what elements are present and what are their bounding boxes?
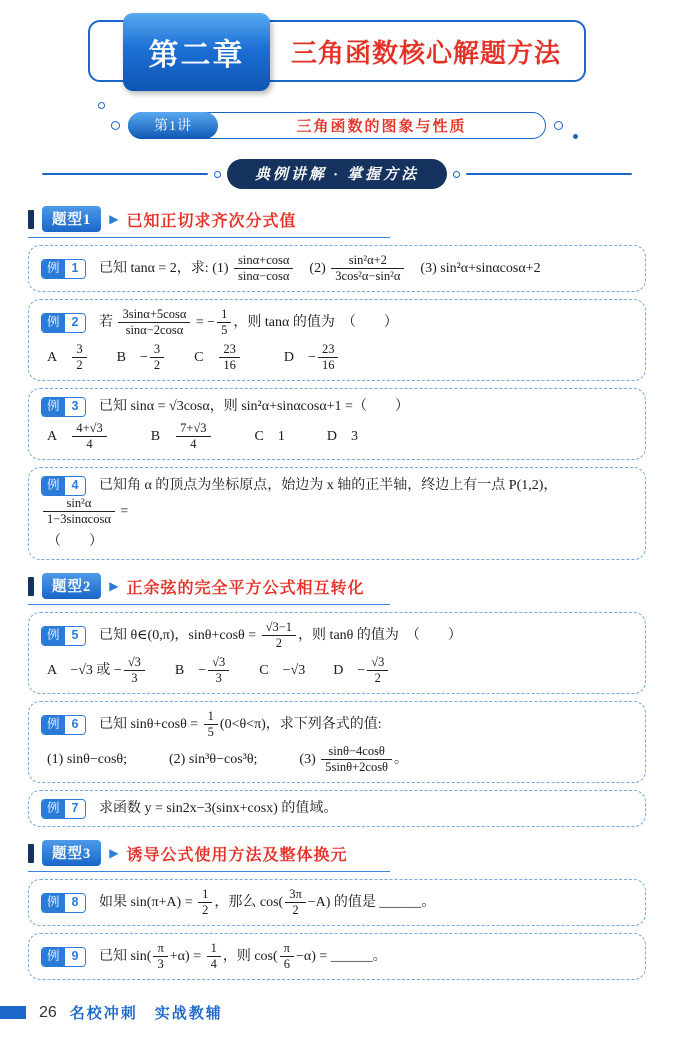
example-3-text: 已知 sinα = √3cosα，则 sin²α+sinαcosα+1 =（ ） (98, 399, 409, 414)
example-badge-number: 7 (65, 800, 86, 818)
fraction: $\frac{\pi}{3}$ (153, 941, 167, 972)
triangle-arrow-icon: ▶ (109, 579, 119, 593)
fraction: $\frac{\pi}{6}$ (280, 941, 294, 972)
section-heading-2 (28, 573, 390, 605)
banner-pill: 典例讲解 · 掌握方法 (227, 159, 447, 189)
section-3-title: 诱导公式使用方法及整体换元 (126, 846, 348, 864)
chapter-header (88, 20, 586, 82)
fraction: $\frac{3}{2}$ (150, 342, 164, 373)
fraction: $\frac{3\pi}{2}$ (285, 887, 306, 918)
banner-line-left (42, 173, 208, 175)
section-bar-icon (28, 210, 34, 229)
example-5-text: 已知 θ∈(0,π)，sinθ+cosθ = $\frac{√3-1}{2}$ ，则 tanθ 的值为 （ ） (98, 620, 462, 650)
chapter-title: 三角函数核心解题方法 (290, 38, 561, 68)
fraction: $\frac{7+√3}{4}$ (176, 421, 210, 452)
example-7 (28, 790, 646, 827)
example-badge-number: 6 (65, 716, 86, 734)
fraction: $\frac{√3}{3}$ (124, 655, 145, 686)
section-2-badge: 题型2 (42, 573, 101, 599)
example-6-line-2 (41, 743, 633, 776)
fraction: $\frac{4+√3}{4}$ (72, 421, 106, 452)
example-badge-word: 例 (42, 948, 65, 966)
example-7-line-1 (41, 797, 633, 820)
example-8-badge (41, 893, 86, 913)
example-5-options-text: A −√3 或 − $\frac{√3}{3}$ B − $\frac{√3}{3}$ C −√3 D − $\frac{√3}{2}$ (47, 663, 390, 678)
example-badge-word: 例 (42, 477, 65, 495)
example-1-text: 已知 tanα = 2，求: (1) $\frac{\sin\alpha+\cos\alpha}{\sin\alpha-\cos\alpha}$ (2) $\frac{\text{sin²α+2}}{\text{3cos²α−sin²α}}$ (3) sin²α+sinαcosα+2 (98, 253, 541, 283)
fraction: $\frac{3}{2}$ (72, 342, 86, 373)
footer-square-icon (0, 1006, 26, 1019)
section-1-badge: 题型1 (42, 206, 101, 232)
example-badge-number: 1 (65, 260, 86, 278)
example-5-options (41, 654, 633, 687)
example-3 (28, 388, 646, 460)
example-badge-number: 5 (65, 627, 86, 645)
example-2-line-1 (41, 306, 633, 339)
example-4-text: 已知角 α 的顶点为坐标原点，始边为 x 轴的正半轴，终边上有一点 P(1,2)， $\frac{\text{sin²α}}{1-3\sin\alpha\cos\alpha}$ = (41, 478, 557, 519)
example-badge-word: 例 (42, 314, 65, 332)
page-number: 26 (39, 1003, 57, 1021)
section-3-badge: 题型3 (42, 840, 101, 866)
example-4 (28, 467, 646, 560)
fraction: $\frac{\text{sin²α+2}}{\text{3cos²α−sin²α}}$ (331, 253, 404, 284)
example-6-subitems-text: (1) sinθ−cosθ; (2) sin³θ−cos³θ; (3) $\frac{\sin\theta-4\cos\theta}{5\sin\theta+2\cos\theta}$ 。 (47, 744, 409, 774)
fraction: $\frac{1}{5}$ (204, 709, 218, 740)
footer-brand-text: 名校冲刺 实战教辅 (69, 1006, 223, 1022)
example-3-badge (41, 397, 86, 417)
example-4-line-1 (41, 474, 633, 528)
example-2-options-text: A $\frac{3}{2}$ B − $\frac{3}{2}$ C $\frac{23}{16}$ D − $\frac{23}{16}$ (47, 350, 340, 365)
example-9-text: 已知 sin( $\frac{\pi}{3}$ +α) = $\frac{1}{4}$ ，则 cos( $\frac{\pi}{6}$ −α) = ______。 (98, 941, 387, 971)
lecture-badge: 第1讲 (128, 112, 218, 139)
example-8-text: 如果 sin(π+A) = $\frac{1}{2}$ ，那么 cos( $\frac{3\pi}{2}$ −A) 的值是 ______。 (98, 887, 436, 917)
banner-row (42, 159, 632, 189)
fraction: $\frac{3\sin\alpha+5\cos\alpha}{\sin\alpha-2\cos\alpha}$ (118, 307, 190, 338)
example-3-options (41, 420, 633, 453)
decorative-circle-icon (453, 171, 460, 178)
lecture-pill (128, 112, 546, 139)
decorative-circle-icon (554, 121, 563, 130)
example-2-text: 若 $\frac{3\sin\alpha+5\cos\alpha}{\sin\alpha-2\cos\alpha}$ = − $\frac{1}{5}$ ，则 tanα 的值为 （ ） (98, 307, 398, 337)
fraction: $\frac{√3}{2}$ (367, 655, 388, 686)
example-1-badge (41, 259, 86, 279)
example-badge-word: 例 (42, 800, 65, 818)
example-4-line-2 (41, 530, 633, 553)
fraction: $\frac{√3}{3}$ (208, 655, 229, 686)
fraction: $\frac{\text{sin²α}}{1-3\sin\alpha\cos\alpha}$ (43, 496, 115, 527)
section-heading-1 (28, 206, 390, 238)
triangle-arrow-icon: ▶ (109, 212, 119, 226)
triangle-arrow-icon: ▶ (109, 846, 119, 860)
fraction: $\frac{\sin\theta-4\cos\theta}{5\sin\theta+2\cos\theta}$ (321, 744, 392, 775)
example-3-options-text: A $\frac{4+√3}{4}$ B $\frac{7+√3}{4}$ C 1 D 3 (47, 421, 358, 451)
example-5-line-1 (41, 619, 633, 652)
example-7-text: 求函数 y = sin2x−3(sinx+cosx) 的值域。 (98, 801, 338, 816)
example-badge-word: 例 (42, 716, 65, 734)
main-content (0, 189, 674, 980)
fraction: $\frac{23}{16}$ (318, 342, 339, 373)
section-heading-3 (28, 840, 390, 872)
example-badge-number: 9 (65, 948, 86, 966)
example-4-answer-blank: （ ） (47, 534, 103, 549)
example-badge-word: 例 (42, 894, 65, 912)
example-2-options (41, 341, 633, 374)
example-badge-word: 例 (42, 627, 65, 645)
example-6-text: 已知 sinθ+cosθ = $\frac{1}{5}$ (0<θ<π)，求下列各式的值: (98, 709, 382, 739)
example-badge-number: 8 (65, 894, 86, 912)
section-1-title: 已知正切求齐次分式值 (126, 212, 297, 230)
example-3-line-1 (41, 395, 633, 418)
decorative-circle-icon (111, 121, 120, 130)
decorative-circle-icon (573, 134, 578, 139)
chapter-badge: 第二章 (123, 13, 270, 91)
section-bar-icon (28, 844, 34, 863)
example-badge-number: 4 (65, 477, 86, 495)
example-2 (28, 299, 646, 381)
section-bar-icon (28, 577, 34, 596)
page-footer (0, 1002, 223, 1023)
example-8-line-1 (41, 886, 633, 919)
example-6-line-1 (41, 708, 633, 741)
decorative-circle-icon (214, 171, 221, 178)
fraction: $\frac{23}{16}$ (219, 342, 240, 373)
example-2-badge (41, 313, 86, 333)
example-1 (28, 245, 646, 292)
example-6 (28, 701, 646, 783)
example-8 (28, 879, 646, 926)
example-9-line-1 (41, 940, 633, 973)
lecture-title: 三角函数的图象与性质 (296, 119, 467, 135)
example-1-line-1 (41, 252, 633, 285)
section-2-title: 正余弦的完全平方公式相互转化 (126, 579, 365, 597)
example-badge-word: 例 (42, 260, 65, 278)
banner-line-right (466, 173, 632, 175)
decorative-circle-icon (98, 102, 105, 109)
example-6-badge (41, 715, 86, 735)
fraction: $\frac{1}{5}$ (217, 307, 231, 338)
example-9 (28, 933, 646, 980)
example-5-badge (41, 626, 86, 646)
example-9-badge (41, 947, 86, 967)
example-badge-number: 3 (65, 398, 86, 416)
fraction: $\frac{1}{4}$ (207, 941, 221, 972)
example-5 (28, 612, 646, 694)
fraction: $\frac{1}{2}$ (198, 887, 212, 918)
example-badge-word: 例 (42, 398, 65, 416)
fraction: $\frac{\sin\alpha+\cos\alpha}{\sin\alpha-\cos\alpha}$ (234, 253, 293, 284)
example-4-badge (41, 476, 86, 496)
example-7-badge (41, 799, 86, 819)
lecture-row (128, 112, 546, 139)
fraction: $\frac{√3-1}{2}$ (262, 620, 296, 651)
example-badge-number: 2 (65, 314, 86, 332)
